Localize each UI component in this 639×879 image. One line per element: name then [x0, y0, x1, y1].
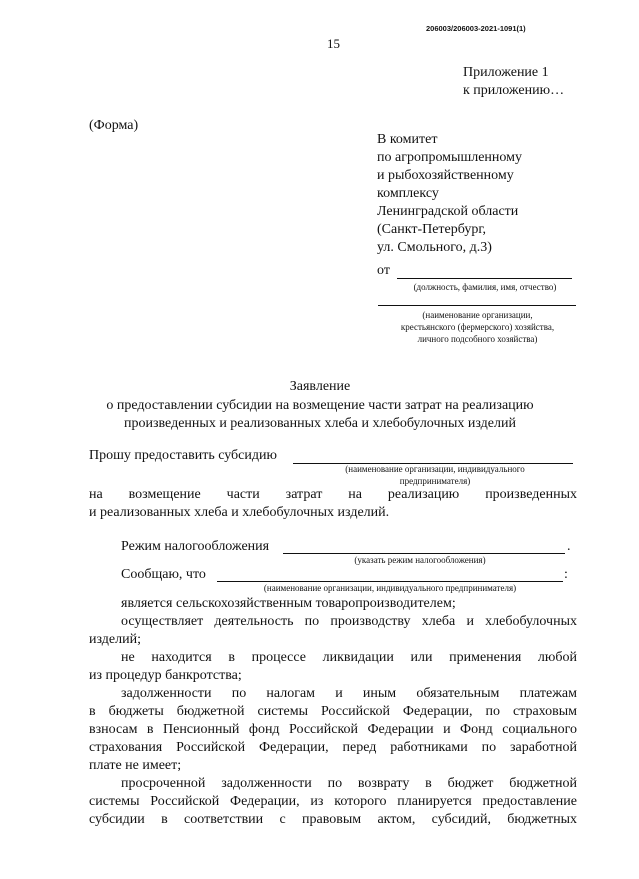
tax-regime-end: .: [567, 539, 571, 554]
appendix-line-2: к приложению…: [463, 83, 565, 98]
paragraph-line: из процедур банкротства;: [89, 668, 242, 683]
request-caption: предпринимателя): [399, 476, 471, 486]
form-label: (Форма): [89, 118, 139, 133]
paragraph-line: плате не имеет;: [89, 758, 182, 773]
paragraph-line: просроченной задолженности по возврату в бюджет бюджетной: [121, 776, 577, 791]
addressee-line: и рыбохозяйственному: [377, 168, 514, 183]
paragraph-line: на возмещение части затрат на реализацию произведенных: [89, 487, 577, 502]
addressee-line: В комитет: [377, 132, 438, 147]
report-end: :: [564, 567, 568, 582]
org-caption-line: крестьянского (фермерского) хозяйства,: [400, 322, 555, 332]
tax-regime-caption: (указать режим налогообложения): [354, 555, 486, 565]
paragraph-line: не находится в процессе ликвидации или применения любой: [121, 650, 577, 665]
request-lead: Прошу предоставить субсидию: [89, 448, 277, 463]
org-caption-line: личного подсобного хозяйства): [417, 334, 538, 344]
report-blank-line: [217, 581, 563, 582]
paragraph-line: задолженности по налогам и иным обязательным платежам: [121, 686, 577, 701]
paragraph-line: системы Российской Федерации, из которого планируется предоставление: [89, 794, 577, 809]
from-signature-line: [397, 278, 572, 279]
document-title: Заявление: [289, 379, 351, 394]
document-id: 206003/206003-2021-1091(1): [426, 24, 526, 33]
addressee-line: комплексу: [377, 186, 439, 201]
addressee-line: (Санкт-Петербург,: [377, 222, 487, 237]
tax-regime-line: [283, 553, 565, 554]
org-caption-line: (наименование организации,: [422, 310, 533, 320]
document-subtitle: произведенных и реализованных хлеба и хлебобулочных изделий: [124, 416, 516, 431]
paragraph-line: и реализованных хлеба и хлебобулочных изделий.: [89, 505, 390, 520]
paragraph-line: взносам в Пенсионный фонд Российской Федерации и Фонд социального: [89, 722, 577, 737]
document-subtitle: о предоставлении субсидии на возмещение части затрат на реализацию: [106, 398, 534, 413]
organization-line: [378, 305, 576, 306]
paragraph-line: осуществляет деятельность по производству хлеба и хлебобулочных: [121, 614, 577, 629]
report-label: Сообщаю, что: [121, 567, 206, 582]
tax-regime-label: Режим налогообложения: [121, 539, 270, 554]
paragraph-line: в бюджеты бюджетной системы Российской Федерации, по страховым: [89, 704, 577, 719]
addressee-line: Ленинградской области: [377, 204, 519, 219]
paragraph-line: страхования Российской Федерации, перед работниками по заработной: [89, 740, 577, 755]
paragraph-line: является сельскохозяйственным товаропроизводителем;: [121, 596, 456, 611]
from-label: от: [377, 263, 390, 278]
report-caption: (наименование организации, индивидуального предпринимателя): [263, 583, 517, 593]
addressee-line: по агропромышленному: [377, 150, 522, 165]
request-caption: (наименование организации, индивидуального: [345, 464, 525, 474]
paragraph-line: субсидии в соответствии с правовым актом, субсидий, бюджетных: [89, 812, 577, 827]
addressee-block: [377, 131, 522, 257]
from-caption: (должность, фамилия, имя, отчество): [413, 282, 557, 292]
page-number: 15: [327, 36, 340, 51]
addressee-line: ул. Смольного, д.3): [377, 240, 492, 255]
paragraph-line: изделий;: [89, 632, 141, 647]
appendix-line-1: Приложение 1: [463, 65, 549, 80]
